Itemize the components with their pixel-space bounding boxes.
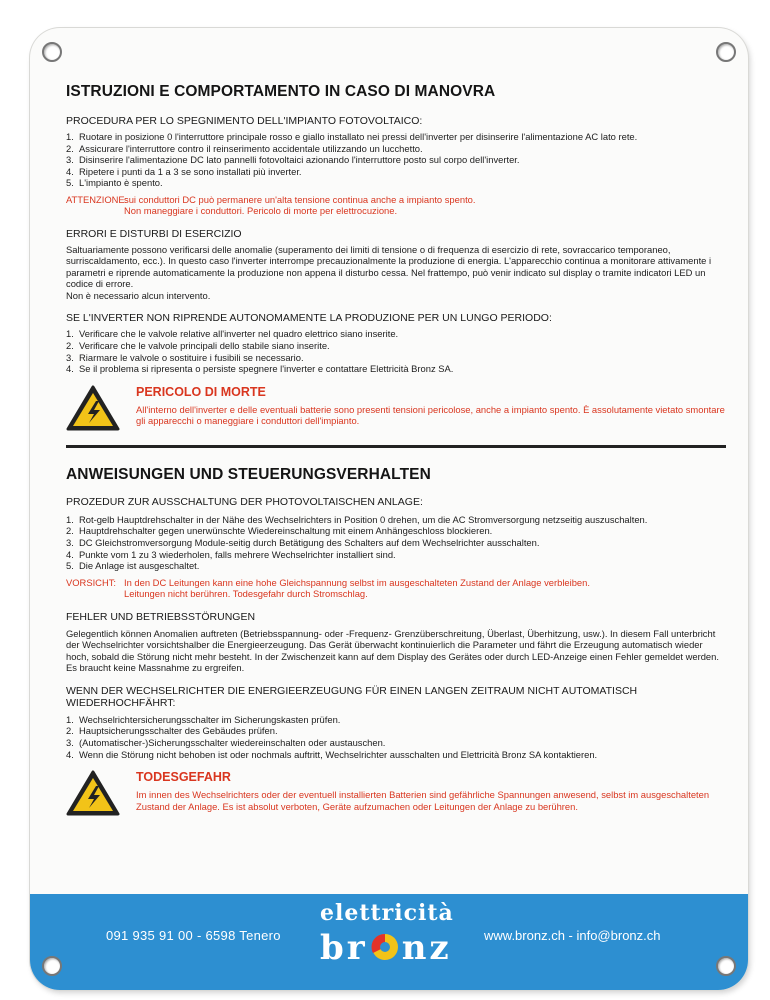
italian-danger-box bbox=[66, 385, 726, 431]
list-item: 4. Wenn die Störung nicht behoben ist oder nochmals auftritt, Wechselrichter ausschalten und Elettricità Bronz SA kontaktieren. bbox=[66, 748, 598, 760]
italian-shutdown-heading: PROCEDURA PER LO SPEGNIMENTO DELL'IMPIANTO FOTOVOLTAICO: bbox=[66, 115, 423, 127]
german-restart-list bbox=[66, 714, 726, 760]
attention-label: ATTENZIONE: bbox=[66, 193, 128, 205]
italian-errors-note: Non è necessario alcun intervento. bbox=[66, 289, 211, 301]
logo-text-elettricita: elettricità bbox=[320, 900, 454, 926]
german-errors-note: Es braucht keine Massnahme zu ergreifen. bbox=[66, 662, 245, 674]
attention-label: VORSICHT: bbox=[66, 576, 117, 588]
italian-title: ISTRUZIONI E COMPORTAMENTO IN CASO DI MANOVRA bbox=[66, 83, 496, 100]
list-item: 1. Verificare che le valvole relative all'inverter nel quadro elettrico siano inserite. bbox=[66, 328, 399, 340]
section-divider bbox=[66, 445, 726, 448]
german-errors-text: Gelegentlich können Anomalien auftreten (Betriebsspannung- oder -Frequenz- Grenzüberschreitung, Überlast, Überhitzung, usw.). In diesem Fall unterbricht der Wechselrichter vorsichtshalber die Energieerzeugung. Das Gerät überwacht kontinuierlich die Parameter und fährt die Erzeugung automatisch wieder hoch, sobald die Störung nicht mehr besteht. In der Zwischenzeit kann auf dem Display des Gerätes oder durch LED-Anzeige einen Fehler gemeldet werden. bbox=[66, 627, 719, 662]
italian-restart-heading: SE L'INVERTER NON RIPRENDE AUTONOMAMENTE LA PRODUZIONE PER UN LUNGO PERIODO: bbox=[66, 312, 552, 325]
mounting-hole-bottom-left bbox=[42, 956, 62, 976]
list-item: 2. Hauptsicherungsschalter des Gebäudes prüfen. bbox=[66, 725, 278, 737]
attention-text-2: Non maneggiare i conduttori. Pericolo di morte per elettrocuzione. bbox=[124, 205, 398, 217]
list-item: 1. Ruotare in posizione 0 l'interruttore principale rosso e giallo installato nei pressi dell'inverter per disinserire l'alimentazione AC lato rete. bbox=[66, 131, 638, 142]
logo-text-nz: nz bbox=[401, 928, 452, 968]
list-item: 3. Riarmare le valvole o sostituire i fusibili se necessario. bbox=[66, 351, 304, 363]
italian-errors-text: Saltuariamente possono verificarsi delle anomalie (superamento dei limiti di tensione o di frequenza di esercizio di rete, sovraccarico temporaneo, surriscaldamento, ecc.). In questo caso l'inverter interrompe precauzionalmente la produzione di energia. L'apparecchio continua a monitorare attivamente i parametri e riprende automaticamente la produzione non appena il disturbo cessa. Nel frattempo, può venir indicato sul display o tramite indicatori LED un codice di errore. bbox=[66, 243, 712, 290]
mounting-hole-top-right bbox=[716, 42, 736, 62]
german-attention bbox=[66, 577, 726, 600]
company-logo bbox=[320, 928, 452, 968]
logo-o-mark bbox=[368, 930, 402, 960]
attention-text-1: sui conduttori DC può permanere un'alta tensione continua anche a impianto spento. bbox=[124, 193, 476, 205]
mounting-hole-bottom-right bbox=[716, 956, 736, 976]
italian-attention bbox=[66, 194, 726, 217]
italian-restart-list bbox=[66, 328, 726, 374]
attention-text-2: Leitungen nicht berühren. Todesgefahr durch Stromschlag. bbox=[124, 588, 368, 600]
footer-website-email: www.bronz.ch - info@bronz.ch bbox=[484, 928, 661, 943]
logo-text-br: br bbox=[320, 928, 368, 968]
list-item: 3. DC Gleichstromversorgung Module-seitig durch Betätigung des Schalters auf dem Wechselrichter ausschalten. bbox=[66, 537, 540, 549]
list-item: 3. (Automatischer-)Sicherungsschalter wiedereinschalten oder austauschen. bbox=[66, 737, 386, 748]
german-title: ANWEISUNGEN UND STEUERUNGSVERHALTEN bbox=[66, 465, 431, 483]
list-item: 2. Verificare che le valvole principali dello stabile siano inserite. bbox=[66, 340, 330, 352]
high-voltage-warning-icon bbox=[66, 385, 120, 431]
footer-phone-address: 091 935 91 00 - 6598 Tenero bbox=[106, 928, 281, 943]
german-shutdown-list bbox=[66, 514, 726, 572]
list-item: 5. L'impianto è spento. bbox=[66, 177, 163, 189]
italian-danger-title: PERICOLO DI MORTE bbox=[136, 384, 266, 399]
sign-plate bbox=[30, 28, 748, 990]
german-danger-box bbox=[66, 770, 726, 816]
german-danger-title: TODESGEFAHR bbox=[136, 770, 231, 785]
list-item: 5. Die Anlage ist ausgeschaltet. bbox=[66, 560, 200, 572]
mounting-hole-top-left bbox=[42, 42, 62, 62]
company-footer bbox=[30, 894, 748, 990]
list-item: 4. Se il problema si ripresenta o persiste spegnere l'inverter e contattare Elettricità Bronz SA. bbox=[66, 363, 454, 375]
italian-danger-text: All'interno dell'inverter e delle eventuali batterie sono presenti tensioni pericolose, anche a impianto spento. È assolutamente vietato smontare gli apparecchi o maneggiare i conduttori dell'impianto. bbox=[136, 403, 725, 427]
list-item: 4. Punkte vom 1 zu 3 wiederholen, falls mehrere Wechselrichter installiert sind. bbox=[66, 548, 396, 560]
list-item: 4. Ripetere i punti da 1 a 3 se sono installati più inverter. bbox=[66, 165, 302, 177]
list-item: 1. Wechselrichtersicherungsschalter im Sicherungskasten prüfen. bbox=[66, 713, 341, 725]
list-item: 1. Rot-gelb Hauptdrehschalter in der Nähe des Wechselrichters in Position 0 drehen, um die AC Stromversorgung netzseitig auszuschalten. bbox=[66, 513, 648, 525]
list-item: 3. Disinserire l'alimentazione DC lato pannelli fotovoltaici azionando l'interruttore posto sul corpo dell'inverter. bbox=[66, 154, 520, 166]
attention-text-1: In den DC Leitungen kann eine hohe Gleichspannung selbst im ausgeschalteten Zustand der Anlage verbleiben. bbox=[124, 576, 590, 588]
list-item: 2. Assicurare l'interruttore contro il reinserimento accidentale utilizzando un lucchetto. bbox=[66, 142, 423, 154]
german-shutdown-heading: PROZEDUR ZUR AUSSCHALTUNG DER PHOTOVOLTAISCHEN ANLAGE: bbox=[66, 495, 423, 508]
high-voltage-warning-icon bbox=[66, 770, 120, 816]
list-item: 2. Hauptdrehschalter gegen unerwünschte Wiedereinschaltung mit einem Anhängeschloss blockieren. bbox=[66, 525, 493, 537]
german-danger-text: Im innen des Wechselrichters oder der eventuell installierten Batterien sind gefährliche Spannungen anwesend, selbst im ausgeschalteten Zustand der Anlage. Es ist absolut verboten, Geräte aufzumachen oder Leitungen der Anlage zu berühren. bbox=[136, 789, 710, 812]
italian-shutdown-list bbox=[66, 131, 726, 189]
sign-content bbox=[66, 83, 726, 816]
german-errors-heading: FEHLER UND BETRIEBSSTÖRUNGEN bbox=[66, 610, 256, 623]
german-restart-heading: WENN DER WECHSELRICHTER DIE ENERGIEERZEUGUNG FÜR EINEN LANGEN ZEITRAUM NICHT AUTOMATISCH WIEDERHOCHFÄHRT: bbox=[66, 684, 638, 709]
italian-errors-heading: ERRORI E DISTURBI DI ESERCIZIO bbox=[66, 227, 242, 240]
